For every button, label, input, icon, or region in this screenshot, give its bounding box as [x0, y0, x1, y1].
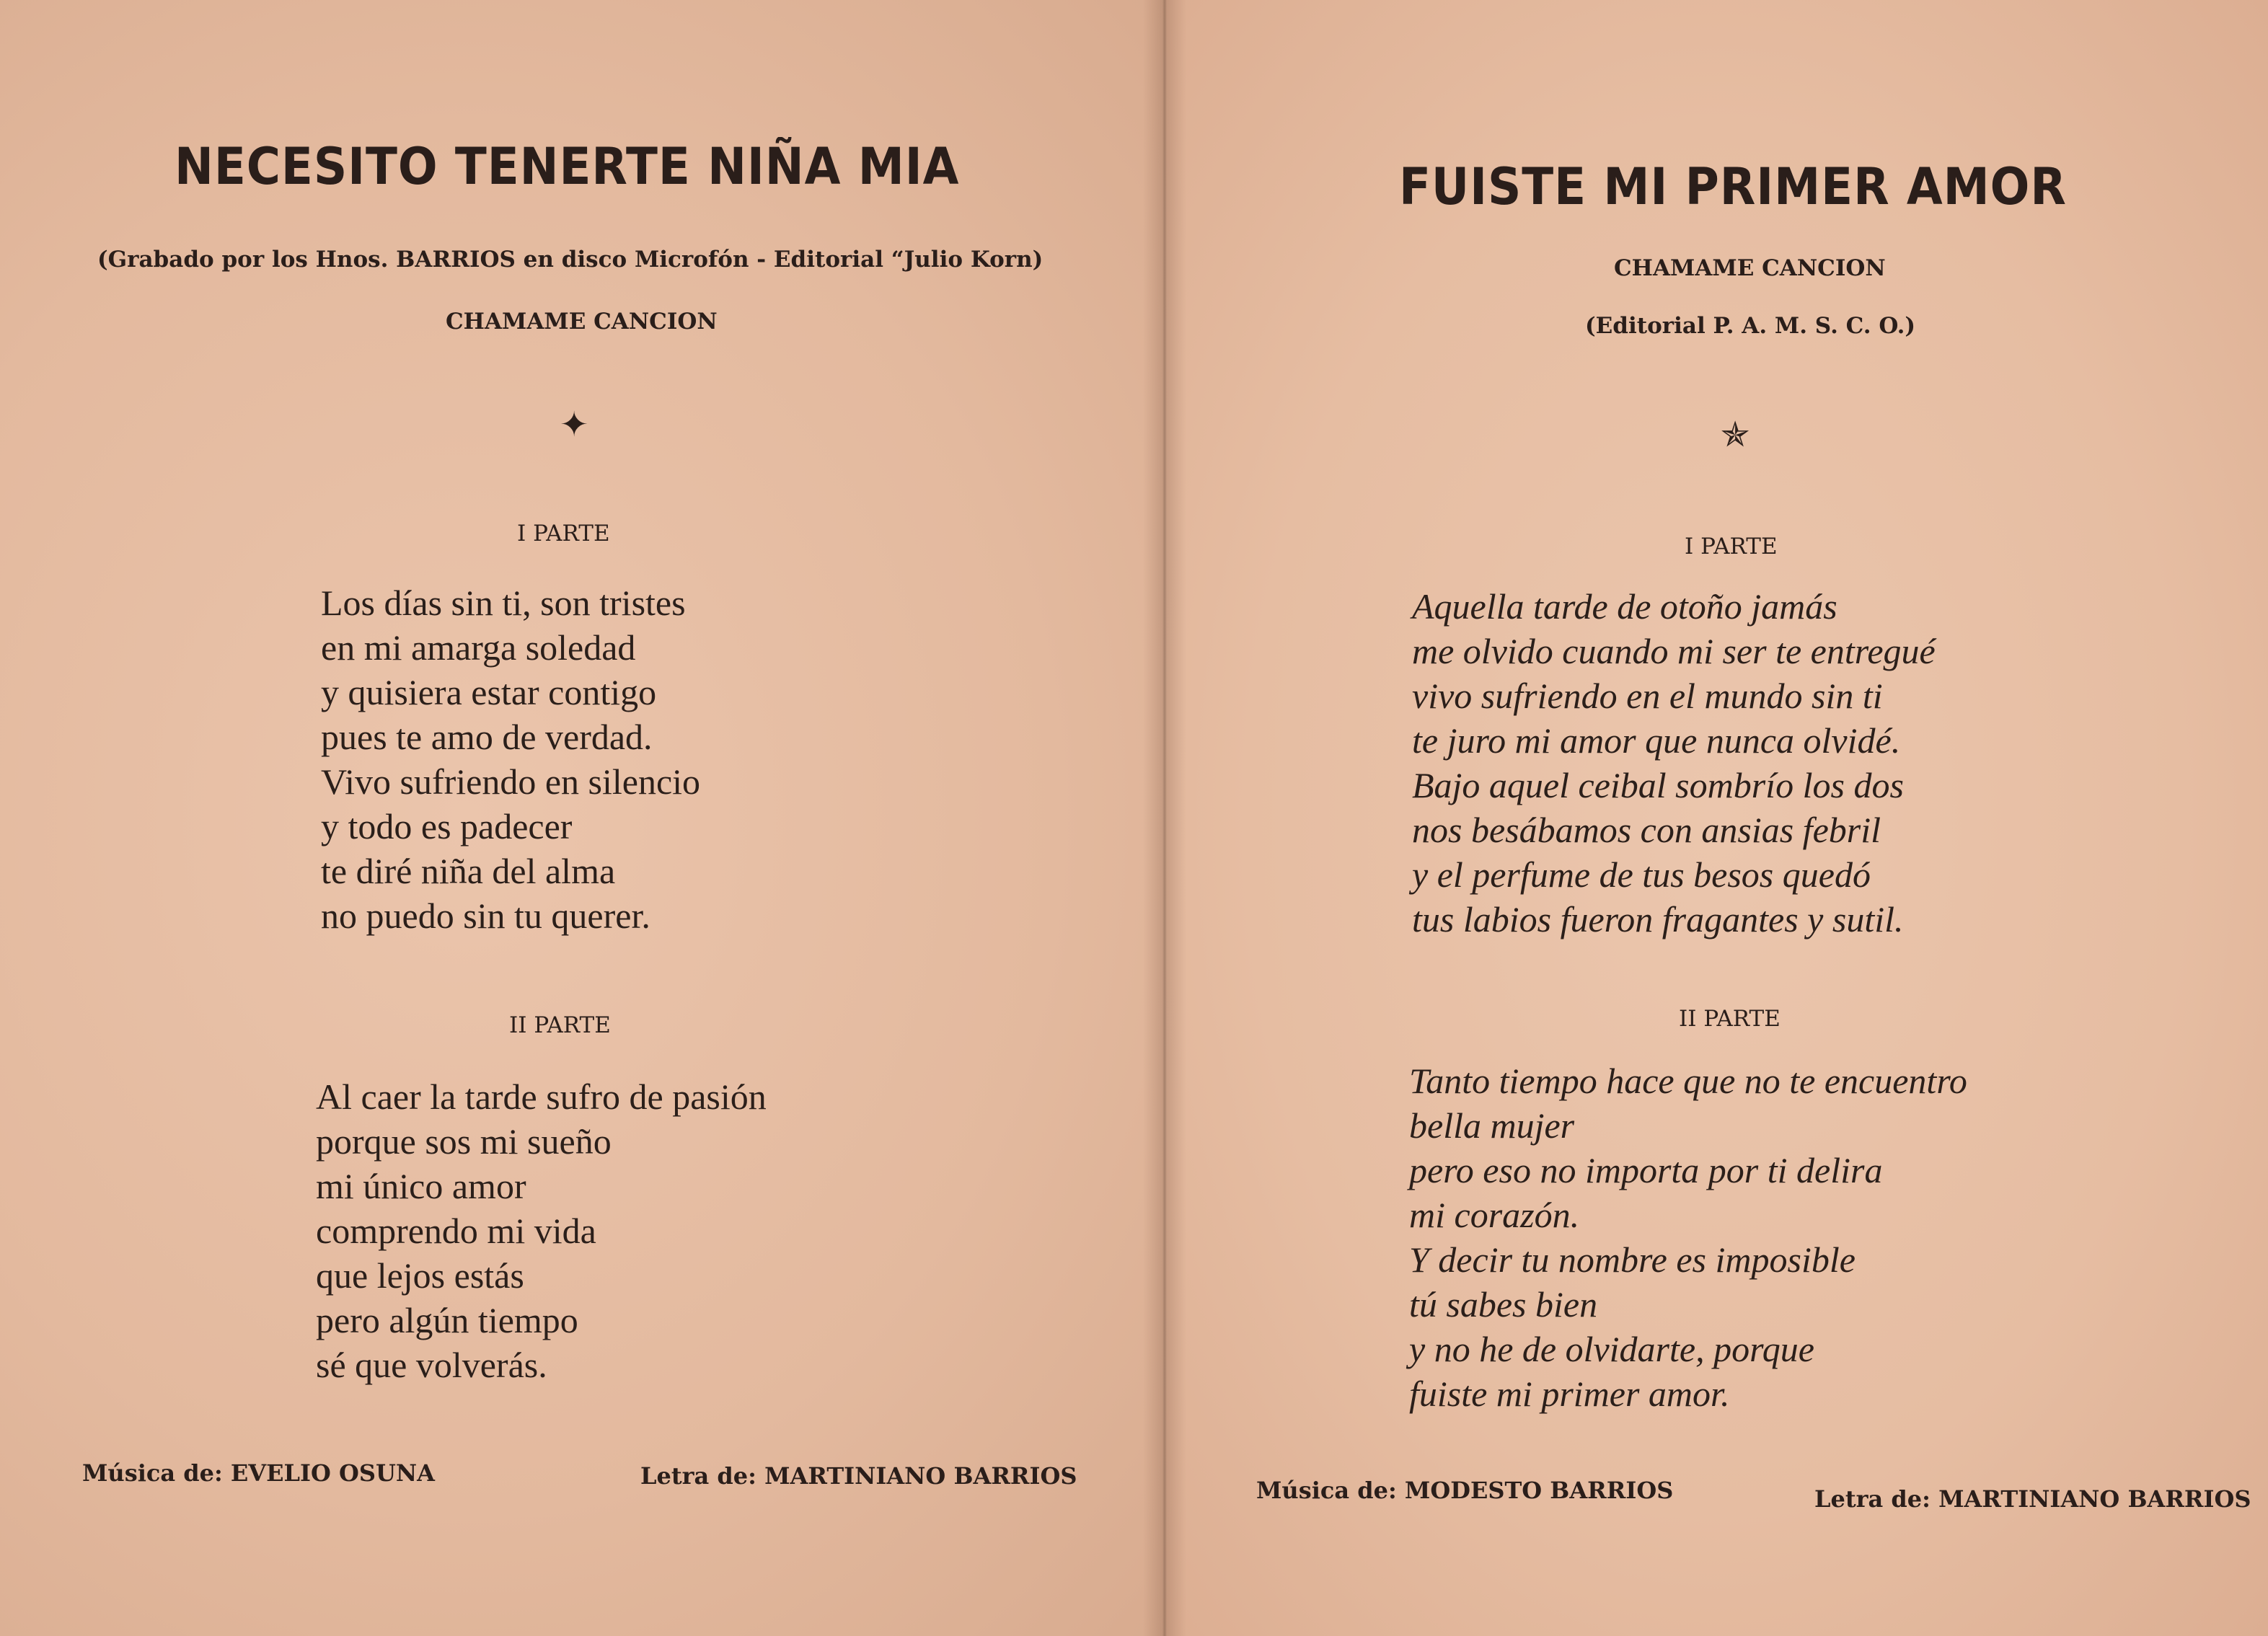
verse-line: y no he de olvidarte, porque	[1409, 1329, 1814, 1369]
verse-line: en mi amarga soledad	[321, 627, 636, 668]
verse-line: Y decir tu nombre es imposible	[1409, 1239, 1856, 1280]
verse-line: Tanto tiempo hace que no te encuentro	[1409, 1061, 1967, 1101]
left-genre: CHAMAME CANCION	[446, 309, 718, 335]
left-part2-heading: II PARTE	[509, 1012, 611, 1038]
verse-line: y todo es padecer	[321, 806, 573, 846]
verse-line: te juro mi amor que nunca olvidé.	[1412, 720, 1901, 761]
verse-line: mi corazón.	[1409, 1195, 1580, 1235]
verse-line: fuiste mi primer amor.	[1409, 1374, 1730, 1414]
right-part1-heading: I PARTE	[1685, 534, 1778, 560]
verse-line: pero algún tiempo	[316, 1300, 578, 1340]
left-music-credit: Música de: EVELIO OSUNA	[82, 1459, 435, 1487]
left-song-title: NECESITO TENERTE NIÑA MIA	[175, 137, 960, 196]
verse-line: tú sabes bien	[1409, 1284, 1598, 1325]
verse-line: tus labios fueron fragantes y sutil.	[1412, 899, 1904, 939]
verse-line: sé que volverás.	[316, 1345, 547, 1385]
verse-line: no puedo sin tu querer.	[321, 896, 650, 936]
verse-line: nos besábamos con ansias febril	[1412, 810, 1881, 850]
left-part2-verses	[316, 1074, 767, 1387]
right-genre: CHAMAME CANCION	[1614, 255, 1886, 281]
left-recording-note: (Grabado por los Hnos. BARRIOS en disco Microfón - Editorial “Julio Korn)	[97, 247, 1043, 273]
left-part1-heading: I PARTE	[517, 521, 610, 547]
verse-line: vivo sufriendo en el mundo sin ti	[1412, 676, 1883, 716]
verse-line: pero eso no importa por ti delira	[1409, 1150, 1883, 1190]
right-music-credit: Música de: MODESTO BARRIOS	[1256, 1477, 1674, 1504]
verse-line: Los días sin ti, son tristes	[321, 583, 686, 623]
right-page	[1164, 0, 2268, 1636]
verse-line: porque sos mi sueño	[316, 1121, 612, 1162]
left-part1-verses	[321, 580, 700, 938]
verse-line: bella mujer	[1409, 1105, 1575, 1146]
right-part2-heading: II PARTE	[1679, 1006, 1781, 1032]
verse-line: Bajo aquel ceibal sombrío los dos	[1412, 765, 1904, 805]
right-publisher: (Editorial P. A. M. S. C. O.)	[1585, 313, 1916, 339]
verse-line: y el perfume de tus besos quedó	[1412, 854, 1871, 895]
verse-line: te diré niña del alma	[321, 851, 616, 891]
right-lyrics-credit: Letra de: MARTINIANO BARRIOS	[1814, 1485, 2251, 1513]
book-spine-gutter	[1143, 0, 1186, 1636]
right-ornament-star-icon: ✯	[1721, 416, 1750, 454]
right-part2-verses	[1409, 1058, 1967, 1416]
verse-line: Aquella tarde de otoño jamás	[1412, 586, 1837, 627]
verse-line: Al caer la tarde sufro de pasión	[316, 1076, 767, 1117]
verse-line: me olvido cuando mi ser te entregué	[1412, 631, 1936, 671]
right-part1-verses	[1412, 584, 1936, 942]
verse-line: pues te amo de verdad.	[321, 717, 653, 757]
right-song-title: FUISTE MI PRIMER AMOR	[1399, 157, 2067, 216]
verse-line: que lejos estás	[316, 1255, 524, 1296]
left-lyrics-credit: Letra de: MARTINIANO BARRIOS	[640, 1462, 1077, 1490]
left-ornament-star-icon: ✦	[560, 406, 589, 444]
verse-line: Vivo sufriendo en silencio	[321, 761, 701, 802]
verse-line: comprendo mi vida	[316, 1211, 596, 1251]
verse-line: mi único amor	[316, 1166, 526, 1206]
verse-line: y quisiera estar contigo	[321, 672, 657, 712]
